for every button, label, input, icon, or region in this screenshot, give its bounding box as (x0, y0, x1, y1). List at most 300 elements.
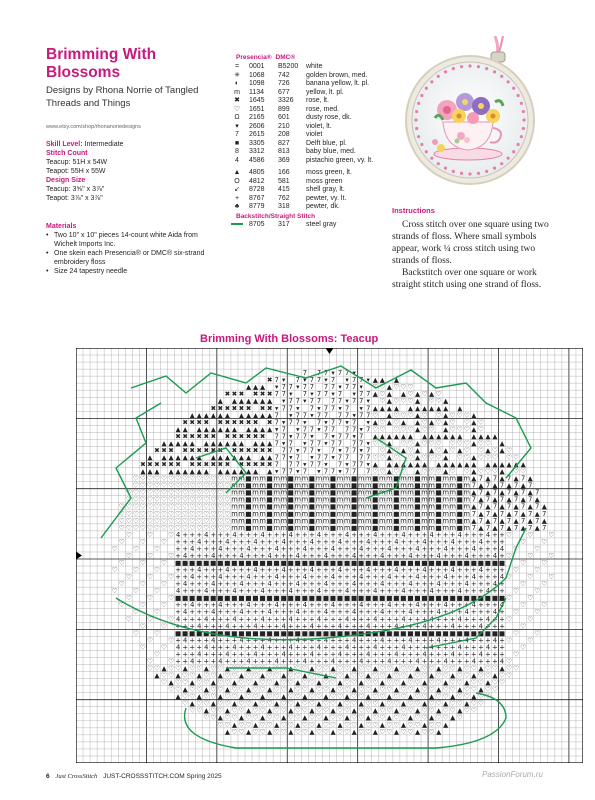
chart-stitch-symbol: ■ (449, 559, 456, 567)
chart-stitch-symbol: ♡ (217, 488, 224, 497)
chart-stitch-symbol: ▲ (238, 671, 245, 680)
chart-stitch-symbol: ♡ (118, 601, 125, 610)
chart-stitch-symbol: ♡ (153, 587, 160, 596)
chart-stitch-symbol: ▲ (393, 685, 399, 694)
chart-stitch-symbol: + (478, 615, 484, 624)
chart-stitch-symbol: 7 (302, 369, 307, 378)
chart-stitch-symbol: ▲ (267, 411, 273, 420)
chart-stitch-symbol: ♡ (217, 685, 224, 694)
chart-stitch-symbol: ♡ (231, 671, 238, 680)
chart-stitch-symbol: ♡ (146, 516, 153, 525)
chart-stitch-symbol: 7 (471, 509, 476, 518)
chart-stitch-symbol: 7 (535, 488, 540, 497)
chart-stitch-symbol: + (309, 580, 315, 589)
ornament-border-stitch (493, 167, 496, 170)
chart-stitch-symbol: ▲ (471, 502, 477, 511)
chart-stitch-symbol: + (414, 530, 421, 539)
chart-stitch-symbol: ♡ (125, 530, 132, 539)
chart-stitch-symbol: m (343, 509, 351, 518)
chart-stitch-symbol: ♡ (182, 509, 189, 518)
chart-stitch-symbol: ♡ (365, 699, 372, 708)
chart-stitch-symbol: 7 (492, 474, 498, 483)
chart-stitch-symbol: ✖ (189, 446, 195, 455)
chart-stitch-symbol: + (492, 544, 498, 553)
chart-stitch-symbol: + (189, 551, 195, 560)
chart-stitch-symbol: ✖ (245, 460, 252, 469)
chart-stitch-symbol: 7 (352, 418, 357, 427)
chart-stitch-symbol: ▲ (245, 706, 252, 715)
chart-stitch-symbol: 4 (239, 580, 244, 589)
chart-stitch-symbol: ♡ (393, 678, 400, 687)
materials-heading: Materials (46, 223, 77, 230)
chart-stitch-symbol: ▲ (267, 425, 273, 434)
chart-stitch-symbol: 4 (183, 580, 188, 589)
chart-stitch-symbol: 7 (528, 481, 533, 490)
chart-stitch-symbol: ♡ (463, 664, 470, 673)
chart-stitch-symbol: ■ (414, 594, 421, 603)
ornament-border-stitch (417, 135, 420, 138)
chart-stitch-symbol: ♡ (365, 664, 372, 673)
chart-stitch-symbol: 4 (359, 657, 364, 666)
chart-stitch-symbol: ♡ (161, 559, 168, 567)
chart-stitch-symbol: ▲ (506, 509, 512, 518)
chart-stitch-symbol: ▲ (499, 474, 505, 483)
chart-stitch-symbol: ▾ (282, 397, 286, 406)
chart-stitch-symbol: ♡ (506, 636, 513, 645)
chart-stitch-symbol: ■ (287, 594, 294, 603)
chart-stitch-symbol: ■ (266, 474, 273, 483)
chart-stitch-symbol: ■ (329, 481, 337, 490)
chart-stitch-symbol: m (364, 523, 372, 532)
chart-stitch-symbol: 4 (499, 657, 505, 666)
ornament-border-stitch (415, 110, 418, 113)
chart-stitch-symbol: ✖ (266, 460, 273, 469)
chart-stitch-symbol: 4 (253, 622, 258, 631)
chart-stitch-symbol: 4 (408, 580, 413, 589)
chart-stitch-symbol: ■ (350, 474, 358, 483)
chart-stitch-symbol: 7 (492, 502, 498, 511)
chart-stitch-symbol: ▲ (203, 425, 209, 434)
chart-stitch-symbol: m (379, 481, 386, 490)
chart-stitch-symbol: + (337, 573, 343, 582)
key-color-name: moss green (306, 177, 343, 185)
chart-stitch-symbol: 4 (197, 537, 202, 546)
chart-stitch-symbol: + (393, 608, 400, 617)
chart-stitch-symbol: + (217, 622, 224, 631)
key-symbol: ↙ (234, 186, 240, 193)
chart-stitch-symbol: + (386, 636, 393, 645)
chart-stitch-symbol: ♡ (175, 481, 182, 490)
chart-stitch-symbol: ▲ (393, 376, 399, 385)
chart-stitch-symbol: ▾ (359, 425, 363, 434)
chart-stitch-symbol: ▲ (260, 439, 266, 448)
chart-stitch-symbol: ♡ (484, 664, 491, 673)
chart-stitch-symbol: ▾ (331, 432, 335, 441)
chart-stitch-symbol: ▲ (485, 502, 491, 511)
chart-stitch-symbol: + (400, 551, 407, 560)
chart-stitch-symbol: 4 (478, 566, 484, 575)
chart-stitch-symbol: ▲ (386, 397, 392, 406)
chart-stitch-symbol: 7 (316, 397, 322, 406)
chart-stitch-symbol: ▾ (289, 453, 293, 462)
chart-stitch-symbol: ▲ (471, 488, 477, 497)
chart-stitch-symbol: m (315, 523, 323, 532)
chart-stitch-symbol: ♡ (118, 580, 125, 589)
chart-stitch-symbol: + (295, 615, 301, 624)
chart-stitch-symbol: 7 (274, 418, 279, 427)
chart-stitch-symbol: ♡ (407, 678, 414, 687)
chart-stitch-symbol: 7 (288, 446, 293, 455)
chart-stitch-symbol: ▲ (436, 706, 442, 715)
chart-stitch-symbol: ■ (217, 559, 224, 567)
chart-stitch-symbol: + (421, 544, 428, 553)
key-dmc-number: 677 (278, 88, 290, 96)
chart-stitch-symbol: + (456, 608, 463, 617)
chart-stitch-symbol: + (478, 551, 484, 560)
chart-stitch-symbol: ♡ (252, 685, 259, 694)
chart-stitch-symbol: m (294, 481, 302, 490)
ornament-border-stitch (520, 135, 523, 138)
chart-stitch-symbol: + (189, 537, 195, 546)
chart-stitch-symbol: ♡ (400, 671, 407, 680)
chart-stitch-symbol: ♡ (196, 664, 203, 673)
chart-stitch-symbol: ▲ (323, 692, 329, 701)
key-row (229, 89, 376, 98)
chart-stitch-symbol: ♡ (386, 678, 393, 687)
chart-stitch-symbol: ✖ (266, 404, 273, 413)
key-symbol: ▾ (235, 122, 239, 130)
chart-stitch-symbol: ♡ (196, 495, 203, 504)
chart-stitch-symbol: ▲ (400, 720, 407, 729)
chart-stitch-symbol: ♡ (196, 509, 203, 518)
chart-stitch-symbol: ▲ (168, 439, 174, 448)
chart-stitch-symbol: ■ (372, 481, 379, 490)
chart-stitch-symbol: 7 (316, 439, 322, 448)
chart-stitch-symbol: ♡ (442, 713, 449, 722)
chart-stitch-symbol: ♡ (168, 615, 175, 624)
chart-stitch-symbol: ▲ (464, 699, 470, 708)
chart-stitch-symbol: 7 (471, 523, 476, 532)
chart-stitch-symbol: + (330, 587, 336, 596)
chart-stitch-symbol: ♡ (372, 713, 379, 722)
chart-stitch-symbol: ▲ (372, 460, 378, 469)
chart-stitch-symbol: ♡ (491, 685, 498, 694)
chart-stitch-symbol: ♡ (203, 699, 210, 708)
chart-stitch-symbol: ■ (372, 594, 379, 603)
chart-stitch-symbol: + (189, 643, 195, 652)
chart-stitch-symbol: + (400, 544, 407, 553)
chart-stitch-symbol: + (287, 544, 294, 553)
chart-stitch-symbol: ♡ (175, 474, 182, 483)
chart-stitch-symbol: + (407, 544, 414, 553)
chart-stitch-symbol: ♡ (125, 509, 132, 518)
chart-stitch-symbol: + (393, 601, 400, 610)
chart-stitch-symbol: + (435, 544, 442, 553)
key-row (229, 106, 376, 115)
chart-stitch-symbol: ✖ (161, 460, 167, 469)
chart-stitch-symbol: 4 (443, 601, 448, 610)
chart-stitch-symbol: 4 (302, 657, 307, 666)
chart-stitch-symbol: + (492, 622, 498, 631)
chart-stitch-symbol: + (471, 615, 477, 624)
chart-stitch-symbol: 4 (211, 551, 216, 560)
chart-stitch-symbol: ✖ (168, 460, 174, 469)
chart-stitch-symbol: 4 (190, 544, 195, 553)
chart-stitch-symbol: ▲ (245, 467, 252, 476)
chart-stitch-symbol: ♡ (273, 713, 280, 722)
chart-stitch-symbol: m (463, 509, 471, 518)
chart-stitch-symbol: + (203, 601, 210, 610)
chart-stitch-symbol: ♡ (456, 713, 463, 722)
chart-stitch-symbol: ▲ (288, 727, 294, 736)
chart-stitch-symbol: ▲ (414, 467, 421, 476)
chart-stitch-symbol: ▲ (471, 474, 477, 483)
chart-stitch-symbol: ♡ (266, 692, 273, 701)
chart-stitch-symbol: ♡ (414, 671, 421, 680)
chart-stitch-symbol: ■ (294, 559, 301, 567)
chart-stitch-symbol: ▲ (471, 453, 477, 462)
chart-stitch-symbol: 7 (492, 516, 498, 525)
chart-stitch-symbol: + (330, 650, 336, 659)
chart-stitch-symbol: ♡ (322, 678, 329, 687)
chart-stitch-symbol: + (365, 608, 372, 617)
chart-stitch-symbol: ✖ (231, 418, 238, 427)
chart-stitch-symbol: + (196, 657, 203, 666)
chart-stitch-symbol: ▲ (238, 692, 245, 701)
chart-stitch-symbol: 7 (309, 397, 315, 406)
chart-stitch-symbol: ■ (266, 509, 273, 518)
chart-stitch-symbol: ♡ (358, 692, 365, 701)
chart-stitch-symbol: + (442, 566, 449, 575)
chart-stitch-symbol: ♡ (477, 692, 484, 701)
chart-stitch-symbol: 4 (415, 573, 420, 582)
chart-stitch-symbol: 4 (246, 601, 251, 610)
chart-stitch-symbol: ■ (393, 559, 400, 567)
chart-stitch-symbol: ▲ (203, 706, 209, 715)
chart-stitch-symbol: ▲ (499, 488, 505, 497)
chart-stitch-symbol: + (435, 566, 442, 575)
chart-stitch-symbol: ♡ (175, 509, 182, 518)
chart-stitch-symbol: + (330, 643, 336, 652)
chart-stitch-symbol: ♡ (456, 425, 463, 434)
key-dmc-number: 210 (278, 122, 290, 130)
chart-stitch-symbol: ▲ (330, 685, 336, 694)
chart-stitch-symbol: + (245, 580, 252, 589)
chart-stitch-symbol: ♡ (266, 671, 273, 680)
chart-stitch-symbol: ▲ (274, 720, 280, 729)
chart-stitch-symbol: 4 (309, 622, 315, 631)
chart-stitch-symbol: 7 (274, 453, 279, 462)
chart-stitch-symbol: + (337, 580, 343, 589)
chart-stitch-symbol: ■ (414, 629, 421, 638)
chart-stitch-symbol: ♡ (322, 664, 329, 673)
chart-stitch-symbol: ▲ (337, 720, 343, 729)
chart-stitch-symbol: m (336, 474, 344, 483)
chart-stitch-symbol: ■ (245, 509, 252, 518)
chart-stitch-symbol: + (316, 622, 322, 631)
chart-stitch-symbol: ♡ (139, 502, 146, 511)
chart-stitch-symbol: ▲ (323, 671, 329, 680)
chart-stitch-symbol: ♡ (421, 713, 428, 722)
chart-stitch-symbol: ▲ (224, 467, 230, 476)
chart-stitch-symbol: m (322, 481, 330, 490)
chart-stitch-symbol: 4 (337, 537, 343, 546)
key-color-name: violet, lt. (306, 122, 332, 130)
teapot-stitch-count: Teapot: 55H x 55W (46, 168, 106, 175)
chart-stitch-symbol: ♡ (421, 467, 428, 476)
chart-stitch-symbol: 7 (366, 453, 371, 462)
chart-stitch-symbol: 7 (309, 404, 315, 413)
chart-stitch-symbol: 4 (485, 587, 491, 596)
chart-stitch-symbol: + (287, 537, 294, 546)
chart-stitch-symbol: m (259, 509, 266, 518)
key-symbol: ◐ (234, 80, 240, 87)
chart-stitch-symbol: 4 (323, 580, 329, 589)
chart-stitch-symbol: + (414, 580, 421, 589)
chart-stitch-symbol: ■ (329, 559, 337, 567)
chart-stitch-symbol: 7 (323, 390, 329, 399)
chart-stitch-symbol: 7 (344, 404, 350, 413)
chart-stitch-symbol: ▲ (393, 460, 399, 469)
chart-stitch-symbol: ▲ (147, 467, 153, 476)
chart-stitch-symbol: 7 (471, 495, 476, 504)
chart-stitch-symbol: ■ (393, 594, 400, 603)
chart-stitch-symbol: + (217, 530, 224, 539)
chart-stitch-symbol: ♡ (168, 657, 175, 666)
chart-stitch-symbol: + (273, 566, 280, 575)
chart-stitch-symbol: + (210, 615, 217, 624)
chart-stitch-symbol: ▲ (358, 699, 364, 708)
chart-stitch-symbol: ✖ (266, 376, 273, 385)
chart-stitch-symbol: ■ (393, 474, 400, 483)
chart-stitch-symbol: 4 (295, 551, 300, 560)
key-row (229, 72, 376, 81)
chart-stitch-symbol: ■ (393, 509, 400, 518)
chart-stitch-symbol: ♡ (231, 685, 238, 694)
chart-stitch-symbol: ■ (287, 516, 294, 525)
chart-stitch-symbol: + (471, 650, 477, 659)
chart-stitch-symbol: ▲ (527, 502, 533, 511)
chart-stitch-symbol: ▲ (471, 516, 477, 525)
chart-stitch-symbol: m (463, 516, 471, 525)
chart-stitch-symbol: ▾ (338, 383, 342, 392)
chart-stitch-symbol: ▲ (175, 453, 181, 462)
chart-stitch-symbol: ♡ (477, 671, 484, 680)
chart-stitch-symbol: ♡ (168, 523, 175, 532)
chart-stitch-symbol: ■ (189, 559, 196, 567)
chart-stitch-symbol: ♡ (146, 481, 153, 490)
chart-stitch-symbol: 4 (380, 608, 385, 617)
key-presencia-number: 1098 (249, 80, 265, 87)
chart-stitch-symbol: + (464, 643, 470, 652)
chart-stitch-symbol: ▲ (245, 453, 252, 462)
chart-stitch-symbol: ♡ (210, 671, 217, 680)
chart-stitch-symbol: 4 (408, 551, 413, 560)
magazine-issue: Spring 2025 (186, 773, 222, 780)
chart-stitch-symbol: 4 (225, 566, 230, 575)
chart-stitch-symbol: ▲ (492, 432, 498, 441)
chart-stitch-symbol: ▲ (499, 446, 505, 455)
chart-stitch-symbol: ♡ (541, 559, 548, 567)
chart-stitch-symbol: ♡ (189, 671, 196, 680)
chart-stitch-symbol: ♡ (287, 699, 294, 708)
chart-stitch-symbol: + (499, 622, 505, 631)
designer-url[interactable]: www.etsy.com/shop/rhonanoriedesigns (46, 124, 141, 130)
key-dmc-number: 318 (278, 203, 290, 210)
chart-stitch-symbol: ♡ (132, 481, 139, 490)
chart-stitch-symbol: + (245, 615, 252, 624)
chart-stitch-symbol: + (485, 608, 491, 617)
chart-stitch-symbol: 4 (373, 615, 378, 624)
chart-stitch-symbol: + (330, 551, 336, 560)
chart-stitch-symbol: + (259, 566, 266, 575)
chart-stitch-symbol: 4 (197, 566, 202, 575)
chart-stitch-symbol: + (323, 566, 329, 575)
key-dmc-number: 899 (278, 105, 290, 113)
chart-stitch-symbol: ▲ (379, 699, 385, 708)
chart-stitch-symbol: + (266, 566, 273, 575)
key-color-name: moss green, lt. (306, 169, 352, 176)
chart-stitch-symbol: + (379, 573, 386, 582)
chart-stitch-symbol: ■ (428, 594, 435, 603)
key-presencia-number: 2165 (249, 114, 265, 121)
chart-stitch-symbol: + (442, 537, 449, 546)
chart-stitch-symbol: 4 (492, 608, 498, 617)
chart-stitch-symbol: 4 (316, 643, 322, 652)
chart-stitch-symbol: ▲ (330, 664, 336, 673)
chart-stitch-symbol: ♡ (266, 678, 273, 687)
chart-stitch-symbol: + (379, 601, 386, 610)
chart-stitch-symbol: m (407, 474, 414, 483)
ornament-border-stitch (430, 157, 433, 160)
chart-stitch-symbol: ♡ (168, 530, 175, 539)
chart-stitch-symbol: ♡ (266, 720, 273, 729)
chart-stitch-symbol: ♡ (203, 481, 210, 490)
chart-stitch-symbol: ♡ (132, 629, 139, 638)
chart-stitch-symbol: ▲ (534, 523, 540, 532)
chart-stitch-symbol: 7 (316, 411, 322, 420)
chart-stitch-symbol: ♡ (386, 720, 393, 729)
chart-stitch-symbol: ♡ (477, 425, 484, 434)
ornament-border-stitch (430, 80, 433, 83)
chart-stitch-symbol: ♡ (245, 678, 252, 687)
chart-stitch-symbol: m (343, 516, 351, 525)
chart-stitch-symbol: + (316, 608, 322, 617)
chart-stitch-symbol: 4 (471, 601, 476, 610)
chart-stitch-symbol: ✖ (266, 418, 273, 427)
chart-stitch-symbol: m (238, 495, 245, 504)
ornament-border-stitch (417, 102, 420, 105)
ornament-border-stitch (420, 94, 423, 97)
chart-stitch-symbol: ♡ (513, 467, 520, 476)
chart-stitch-symbol: + (421, 608, 428, 617)
chart-stitch-symbol: 4 (239, 551, 244, 560)
chart-stitch-symbol: ▲ (224, 425, 230, 434)
key-row (229, 186, 376, 195)
chart-stitch-symbol: + (196, 587, 203, 596)
chart-stitch-symbol: + (273, 650, 280, 659)
chart-stitch-symbol: ▲ (189, 453, 195, 462)
chart-stitch-symbol: + (203, 608, 210, 617)
chart-stitch-symbol: ♡ (379, 425, 386, 434)
chart-stitch-symbol: ▾ (282, 439, 286, 448)
chart-stitch-symbol: 4 (190, 573, 195, 582)
chart-stitch-symbol: + (238, 544, 245, 553)
chart-stitch-symbol: ▾ (303, 397, 307, 406)
chart-stitch-symbol: ♡ (442, 685, 449, 694)
chart-stitch-symbol: ♡ (210, 509, 217, 518)
chart-stitch-symbol: ▲ (260, 425, 266, 434)
